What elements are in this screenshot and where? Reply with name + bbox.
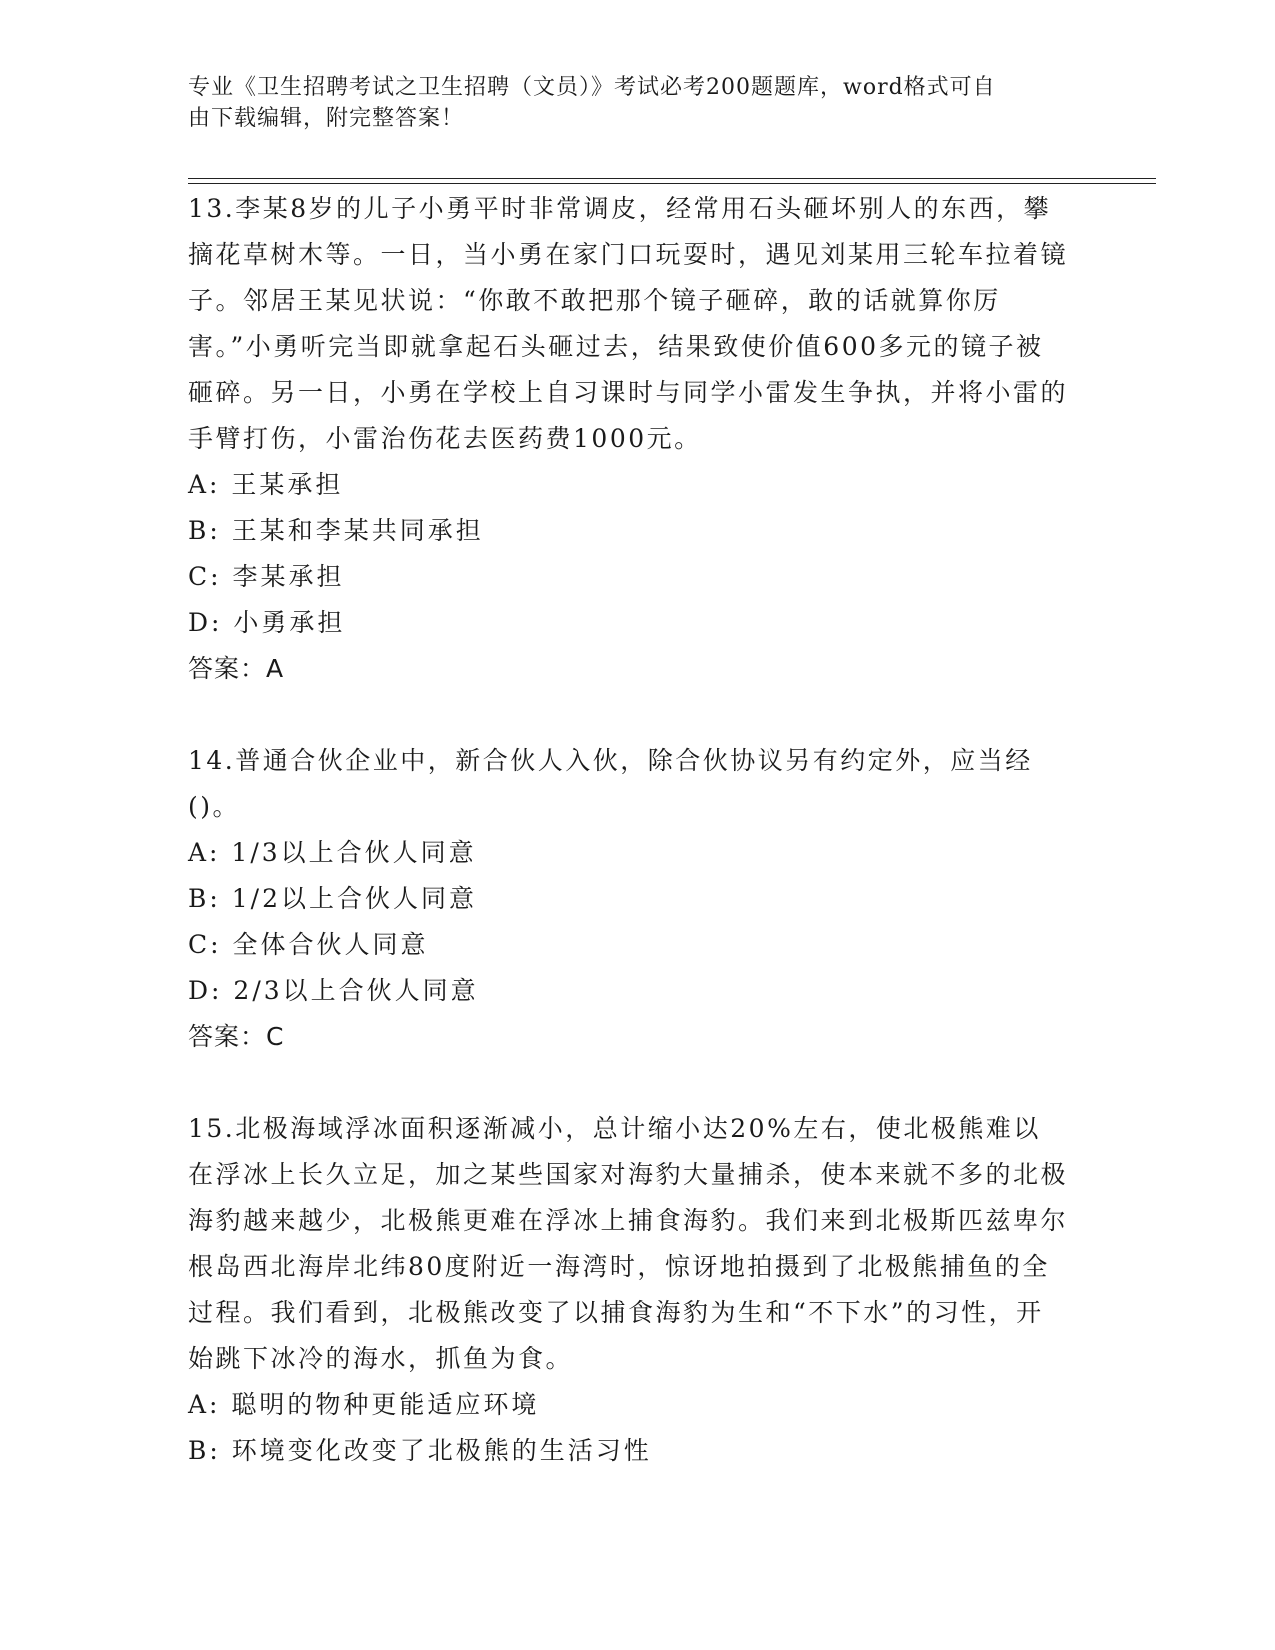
option-b: B: 环境变化改变了北极熊的生活习性 — [188, 1436, 652, 1465]
option-c: C: 李某承担 — [188, 562, 345, 591]
question-14 — [188, 738, 1068, 1060]
question-list — [188, 186, 1068, 1474]
option-a: A: 1/3以上合伙人同意 — [188, 838, 477, 867]
answer-line: 答案：C — [188, 1022, 285, 1051]
question-15 — [188, 1106, 1068, 1474]
option-d: D: 2/3以上合伙人同意 — [188, 976, 479, 1005]
question-13 — [188, 186, 1068, 692]
question-stem: 14.普通合伙企业中，新合伙人入伙，除合伙协议另有约定外，应当经()。 — [188, 746, 1033, 821]
option-a: A: 聪明的物种更能适应环境 — [188, 1390, 540, 1419]
header-line-2: 由下载编辑，附完整答案！ — [188, 106, 465, 131]
option-b: B: 1/2以上合伙人同意 — [188, 884, 477, 913]
question-stem: 15.北极海域浮冰面积逐渐减小，总计缩小达20%左右，使北极熊难以在浮冰上长久立足，加之某些国家对海豹大量捕杀，使本来就不多的北极海豹越来越少，北极熊更难在浮冰上捕食海豹。我们来到北极斯匹兹卑尔根岛西北海岸北纬80度附近一海湾时，惊讶地拍摄到了北极熊捕鱼的全过程。我们看到，北极熊改变了以捕食海豹为生和“不下水”的习性，开始跳下冰冷的海水，抓鱼为食。 — [188, 1114, 1069, 1373]
header-divider — [188, 178, 1156, 184]
header-line-1: 专业《卫生招聘考试之卫生招聘（文员）》考试必考200题题库，word格式可自 — [188, 75, 996, 100]
option-a: A: 王某承担 — [188, 470, 344, 499]
option-d: D: 小勇承担 — [188, 608, 346, 637]
question-stem: 13.李某8岁的儿子小勇平时非常调皮，经常用石头砸坏别人的东西，攀摘花草树木等。一日，当小勇在家门口玩耍时，遇见刘某用三轮车拉着镜子。邻居王某见状说：“你敢不敢把那个镜子砸碎，敢的话就算你厉害。”小勇听完当即就拿起石头砸过去，结果致使价值600多元的镜子被砸碎。另一日，小勇在学校上自习课时与同学小雷发生争执，并将小雷的手臂打伤，小雷治伤花去医药费1000元。 — [188, 194, 1069, 453]
answer-line: 答案：A — [188, 654, 285, 683]
page-header — [188, 72, 1088, 134]
option-b: B: 王某和李某共同承担 — [188, 516, 484, 545]
option-c: C: 全体合伙人同意 — [188, 930, 429, 959]
